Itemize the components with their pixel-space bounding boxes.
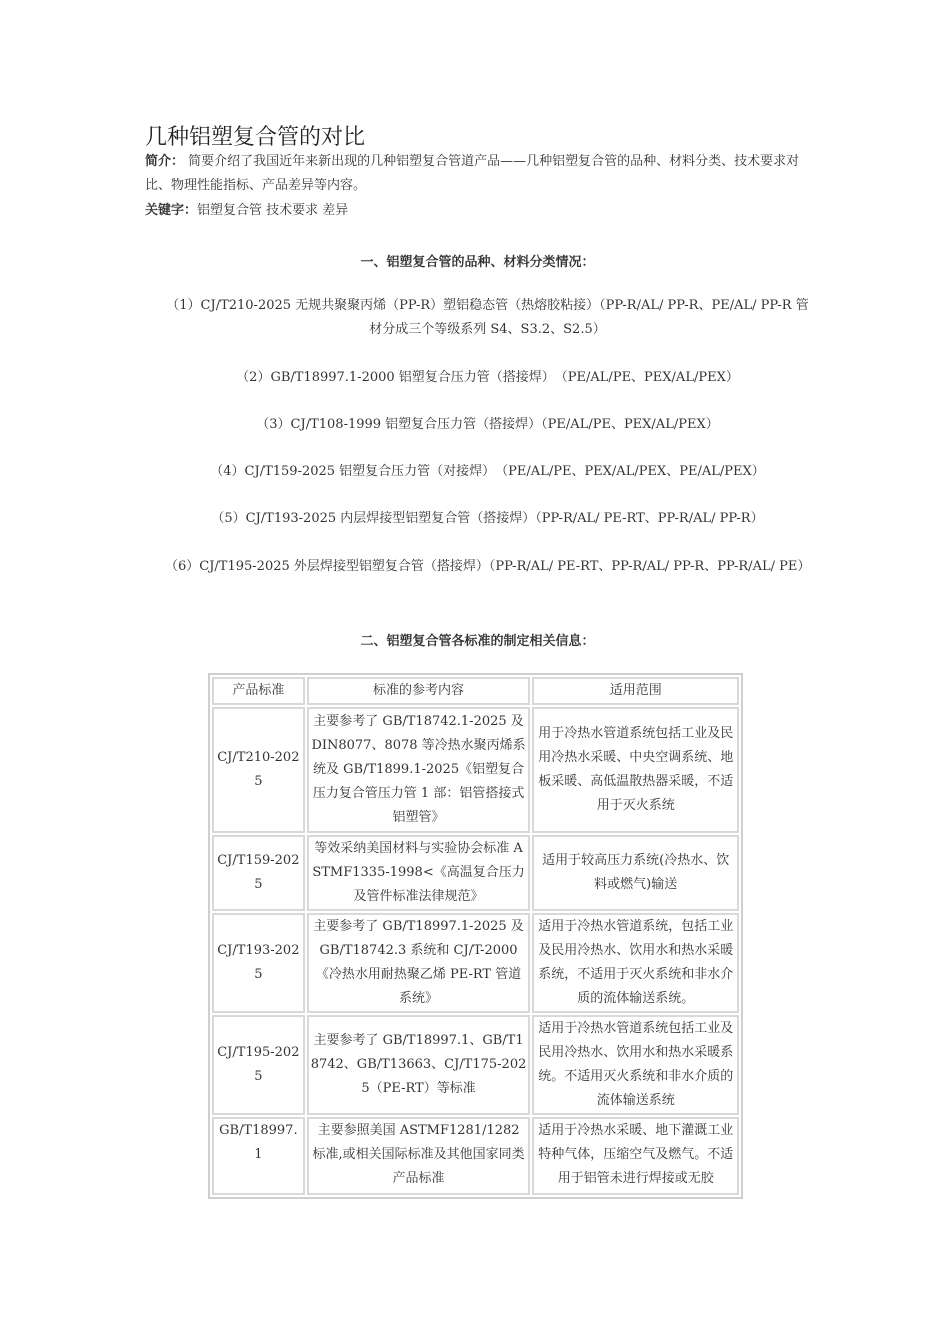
keywords-paragraph [145, 199, 810, 223]
table-cell-standard: CJ/T195-2025 [212, 1015, 305, 1115]
table-row [212, 835, 739, 911]
table-cell-reference: 主要参考了 GB/T18997.1-2025 及 GB/T18742.3 系统和 CJ/T-2000《冷热水用耐热聚乙烯 PE-RT 管道系统》 [307, 913, 531, 1013]
section2-heading: 二、铝塑复合管各标准的制定相关信息： [360, 634, 595, 649]
intro-label: 简介： [145, 154, 185, 169]
table-cell-reference: 主要参照美国 ASTMF1281/1282 标准,或相关国际标准及其他国家同类产品标准 [307, 1117, 531, 1195]
category-item-2: （2）GB/T18997.1-2000 铝塑复合压力管（搭接焊） （PE/AL/PE、PEX/AL/PEX） [236, 370, 739, 385]
table-header-cell: 标准的参考内容 [307, 677, 531, 705]
table-cell-scope: 用于冷热水管道系统包括工业及民用冷热水采暖、中央空调系统、地板采暖、高低温散热器采暖，不适用于灭火系统 [532, 707, 739, 833]
table-header-cell: 适用范围 [532, 677, 739, 705]
intro-paragraph [145, 150, 810, 198]
table-cell-standard: CJ/T193-2025 [212, 913, 305, 1013]
section1-heading: 一、铝塑复合管的品种、材料分类情况： [360, 255, 595, 270]
table-cell-standard: GB/T18997.1 [212, 1117, 305, 1195]
table-row [212, 707, 739, 833]
category-item-6: （6）CJ/T195-2025 外层焊接型铝塑复合管（搭接焊）（PP-R/AL/ PE-RT、PP-R/AL/ PP-R、PP-R/AL/ PE） [165, 559, 811, 574]
table-cell-reference: 主要参考了 GB/T18742.1-2025 及 DIN8077、8078 等冷热水聚丙烯系统及 GB/T1899.1-2025《铝塑复合压力复合管压力管 1 部：铝管搭接式铝塑管》 [307, 707, 531, 833]
table-cell-scope: 适用于冷热水管道系统，包括工业及民用冷热水、饮用水和热水采暖系统，不适用于灭火系统和非水介质的流体输送系统。 [532, 913, 739, 1013]
table-cell-standard: CJ/T210-2025 [212, 707, 305, 833]
table-header-cell: 产品标准 [212, 677, 305, 705]
table-row [212, 1117, 739, 1195]
table-cell-reference: 等效采纳美国材料与实验协会标准 ASTMF1335-1998<《高温复合压力及管件标准法律规范》 [307, 835, 531, 911]
table-cell-reference: 主要参考了 GB/T18997.1、GB/T18742、GB/T13663、CJ/T175-2025（PE-RT）等标准 [307, 1015, 531, 1115]
table-header-row [212, 677, 739, 705]
standards-table [208, 673, 743, 1199]
table-cell-standard: CJ/T159-2025 [212, 835, 305, 911]
category-item-1: （1）CJ/T210-2025 无规共聚聚丙烯（PP-R）塑铝稳态管（热熔胶粘接）（PP-R/AL/ PP-R、PE/AL/ PP-R 管材分成三个等级系列 S4、S3.2、S2.5） [166, 298, 809, 337]
category-item-4: （4）CJ/T159-2025 铝塑复合压力管（对接焊） （PE/AL/PE、PEX/AL/PEX、PE/AL/PEX） [210, 464, 765, 479]
table-cell-scope: 适用于冷热水采暖、地下灌溉工业特种气体，压缩空气及燃气。不适用于铝管未进行焊接或无胶 [532, 1117, 739, 1195]
intro-text: 简要介绍了我国近年来新出现的几种铝塑复合管道产品——几种铝塑复合管的品种、材料分类、技术要求对比、物理性能指标、产品差异等内容。 [145, 154, 800, 193]
category-item-5: （5）CJ/T193-2025 内层焊接型铝塑复合管（搭接焊）（PP-R/AL/ PE-RT、PP-R/AL/ PP-R） [211, 511, 764, 526]
keywords-text: 铝塑复合管 技术要求 差异 [197, 203, 349, 218]
category-item-3: （3）CJ/T108-1999 铝塑复合压力管（搭接焊）（PE/AL/PE、PEX/AL/PEX） [256, 417, 719, 432]
table-row [212, 1015, 739, 1115]
table-cell-scope: 适用于较高压力系统(冷热水、饮料或燃气)输送 [532, 835, 739, 911]
page-title: 几种铝塑复合管的对比 [145, 125, 366, 150]
keywords-label: 关键字： [145, 203, 198, 218]
table-row [212, 913, 739, 1013]
table-cell-scope: 适用于冷热水管道系统包括工业及民用冷热水、饮用水和热水采暖系统。不适用灭火系统和非水介质的流体输送系统 [532, 1015, 739, 1115]
